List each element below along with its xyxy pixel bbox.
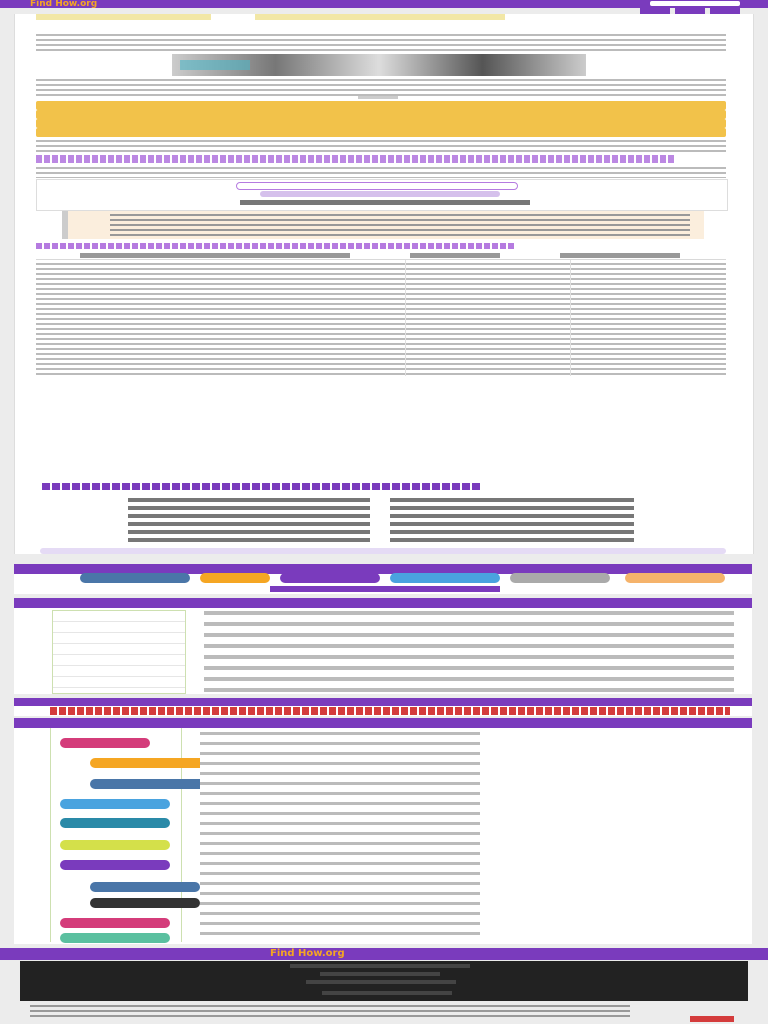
category-icon <box>90 779 210 789</box>
related-card[interactable] <box>128 494 370 546</box>
social-icon[interactable] <box>280 573 380 583</box>
social-icon[interactable] <box>625 573 725 583</box>
hero-image-accent <box>180 60 250 70</box>
calculator-input[interactable] <box>236 182 518 190</box>
body-text <box>36 139 726 153</box>
price-text <box>240 200 530 205</box>
table-col-divider <box>570 260 571 376</box>
footer-band <box>0 948 768 960</box>
category-icon <box>60 818 170 828</box>
category-icon <box>90 898 200 908</box>
page-title <box>36 20 726 32</box>
table-heading <box>36 243 516 249</box>
promo-row[interactable] <box>36 128 726 137</box>
category-icon <box>90 882 200 892</box>
popular-band <box>14 598 752 608</box>
footer-text <box>30 1004 630 1020</box>
table-header <box>80 253 680 258</box>
social-icon[interactable] <box>200 573 270 583</box>
promo-row[interactable] <box>36 110 726 119</box>
related-heading <box>42 483 482 490</box>
popular-thumbs <box>52 610 186 694</box>
related-card[interactable] <box>390 494 634 546</box>
category-icon <box>60 918 170 928</box>
intro-text <box>36 33 726 53</box>
category-icon <box>60 933 170 943</box>
site-logo[interactable]: Find How.org <box>30 0 98 9</box>
table-divider <box>36 259 726 260</box>
footer-logo[interactable]: Find How.org <box>270 948 345 959</box>
footer-badge <box>690 1016 734 1022</box>
footer-link[interactable] <box>290 964 470 968</box>
search-input[interactable] <box>650 1 740 6</box>
footer-link[interactable] <box>322 991 452 995</box>
body-text <box>36 78 726 96</box>
category-icon <box>60 840 170 850</box>
comments-button[interactable] <box>40 548 726 554</box>
category-icon <box>60 738 150 748</box>
social-icon[interactable] <box>510 573 610 583</box>
quote-text <box>110 213 690 237</box>
table-body <box>36 262 726 376</box>
category-icon <box>60 799 170 809</box>
popular-list[interactable] <box>204 608 734 692</box>
footer-link[interactable] <box>320 972 440 976</box>
promo-row[interactable] <box>36 119 726 128</box>
promo-row[interactable] <box>36 101 726 110</box>
social-icon[interactable] <box>80 573 190 583</box>
banner-text[interactable] <box>50 707 730 715</box>
social-icon[interactable] <box>390 573 500 583</box>
table-col-divider <box>405 260 406 376</box>
subscribe-button[interactable] <box>270 586 500 592</box>
section-heading <box>36 155 676 163</box>
categories-band <box>14 718 752 728</box>
footer-link[interactable] <box>306 980 456 984</box>
calculator-button[interactable] <box>260 191 500 197</box>
categories-list[interactable] <box>200 728 480 942</box>
category-icon <box>90 758 210 768</box>
body-text <box>36 166 726 178</box>
category-icon <box>60 860 170 870</box>
small-caption <box>358 96 398 99</box>
